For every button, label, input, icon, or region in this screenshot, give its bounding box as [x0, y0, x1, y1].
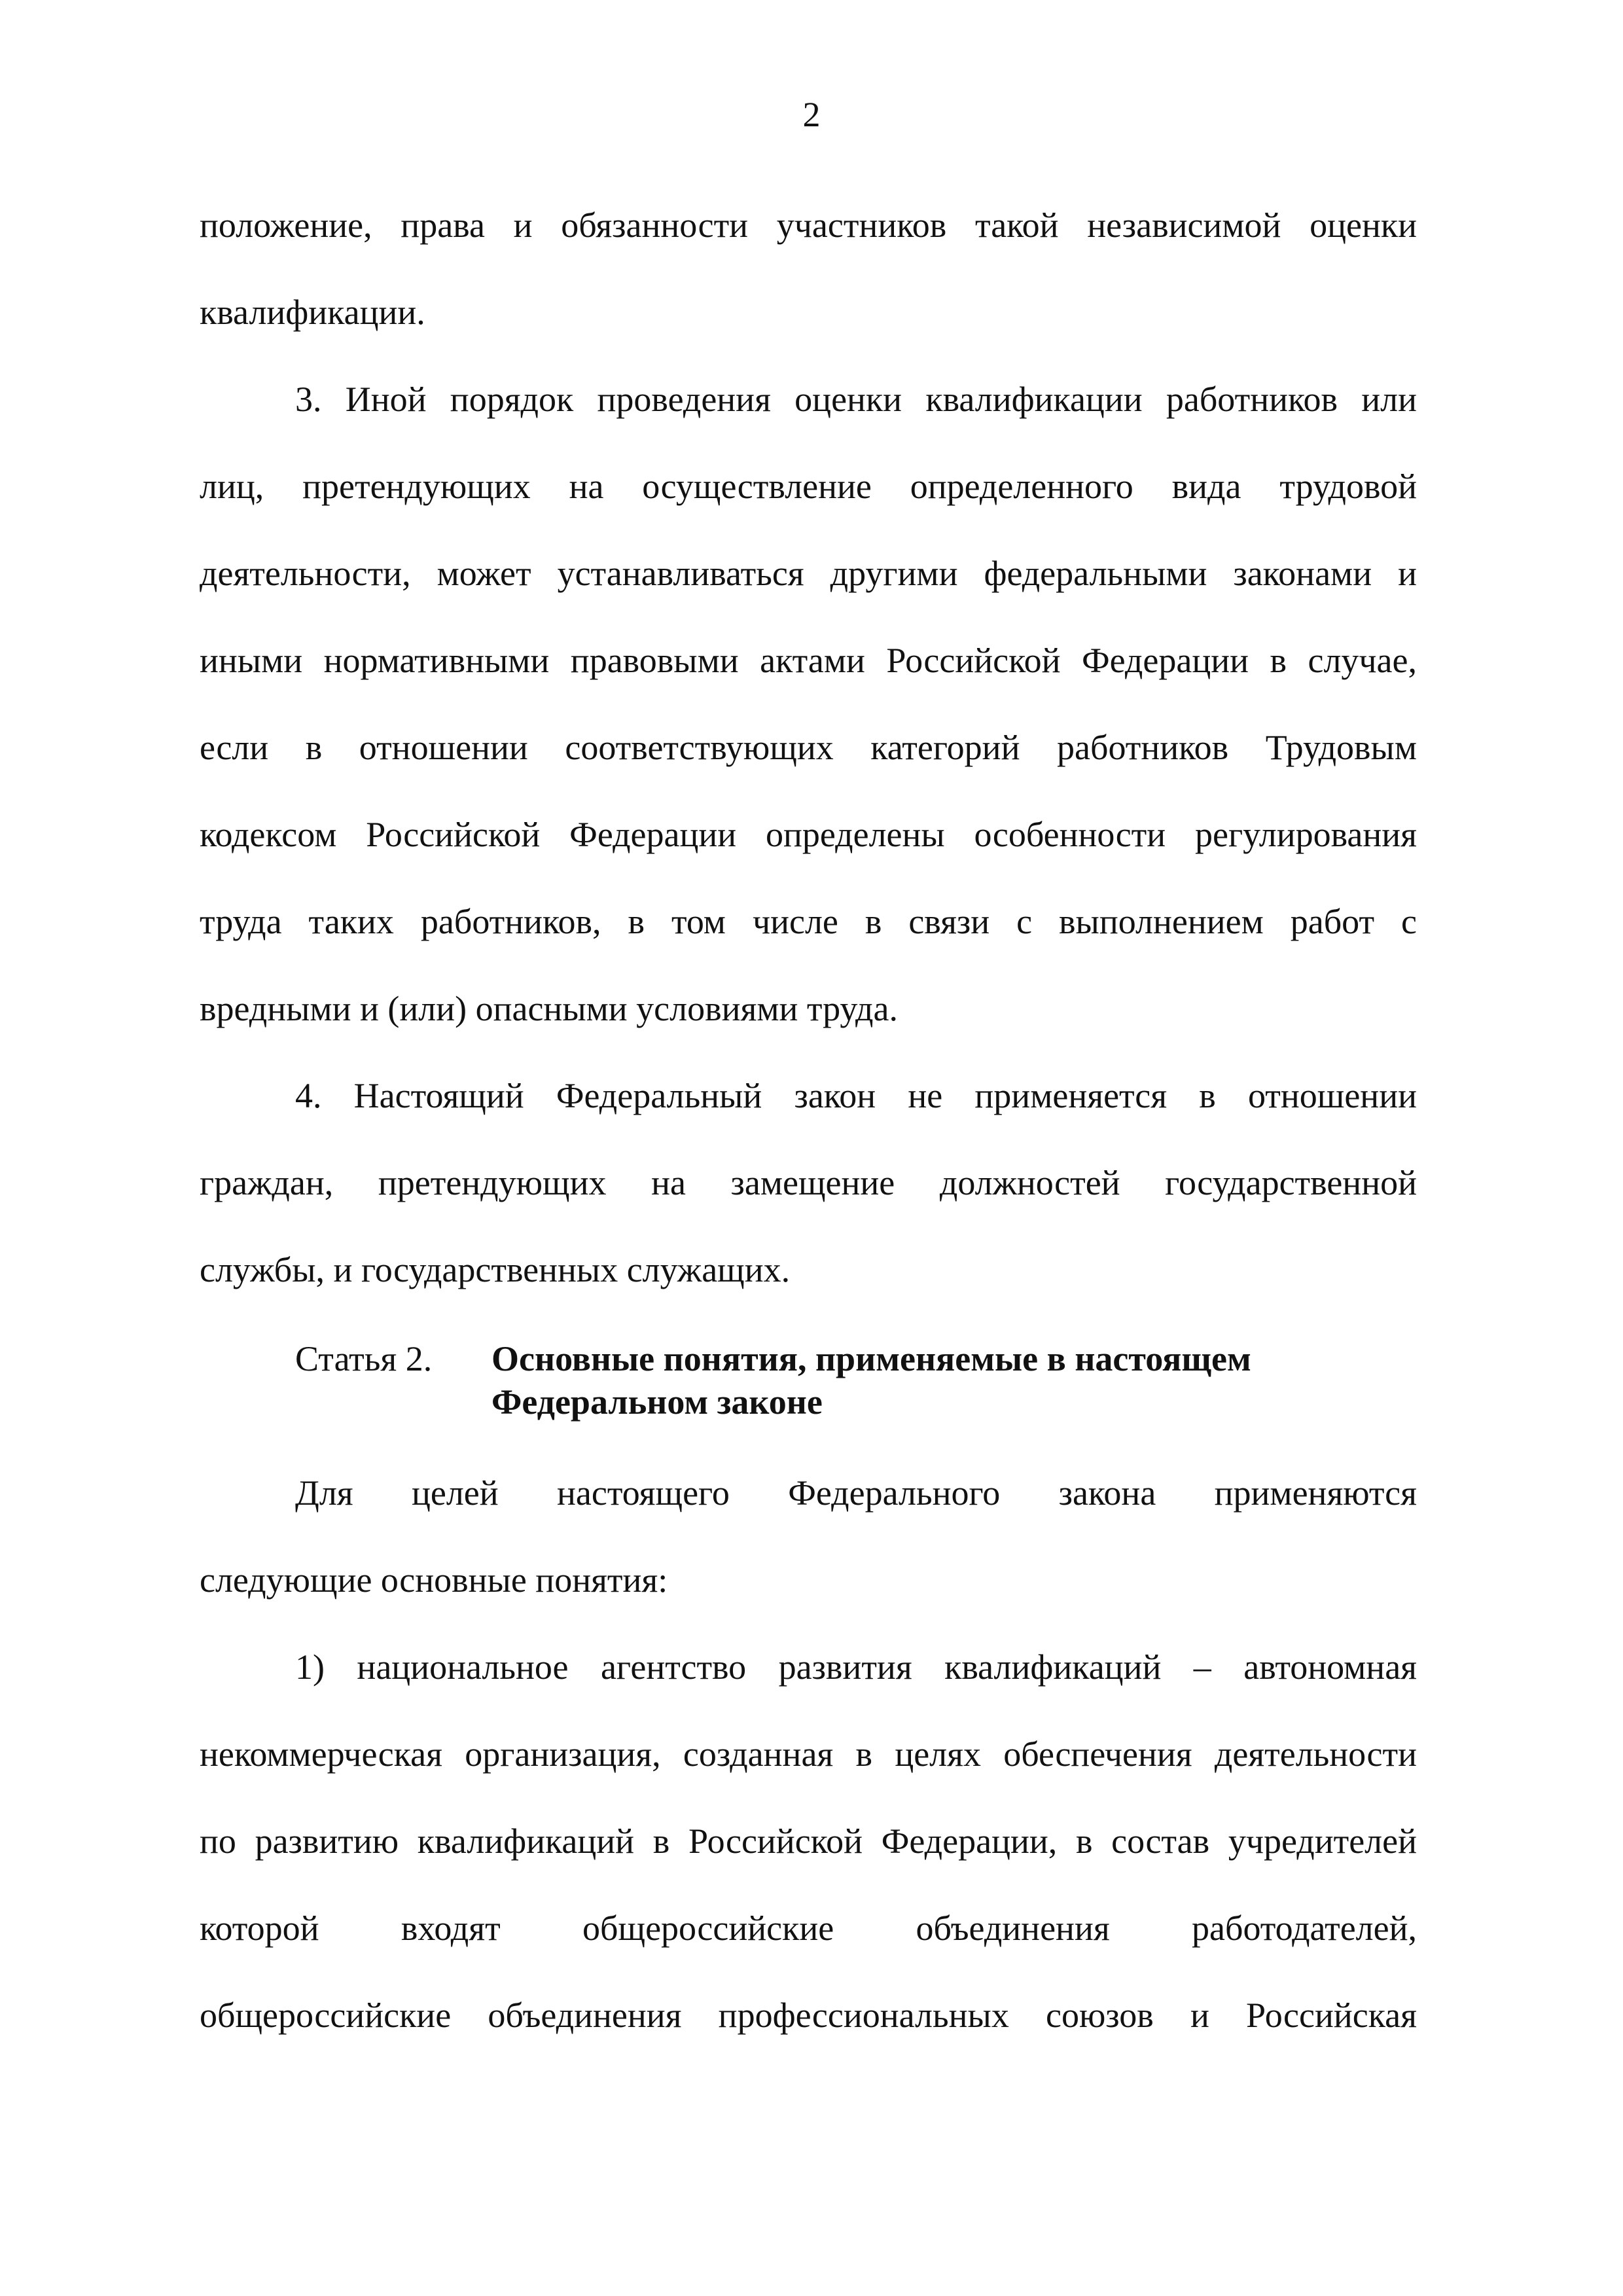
- text-line: 3. Иной порядок проведения оценки квалификации работников или: [295, 380, 1417, 419]
- definition-item-1: [200, 1624, 1417, 2059]
- article-number: Статья 2.: [295, 1339, 433, 1378]
- text-line: по развитию квалификаций в Российской Федерации, в состав учредителей: [200, 1821, 1417, 1861]
- text-line: вредными и (или) опасными условиями труда.: [200, 989, 898, 1028]
- paragraph-intro: [200, 1450, 1417, 1624]
- article-heading: [200, 1337, 1417, 1424]
- page-number: 2: [802, 95, 821, 134]
- text-line: труда таких работников, в том числе в связи с выполнением работ с: [200, 902, 1417, 941]
- text-line: граждан, претендующих на замещение должностей государственной: [200, 1163, 1417, 1202]
- text-line: лиц, претендующих на осуществление определенного вида трудовой: [200, 467, 1417, 506]
- paragraph-continuation: [200, 182, 1417, 356]
- text-line: кодексом Российской Федерации определены особенности регулирования: [200, 815, 1417, 854]
- text-line: Для целей настоящего Федерального закона применяются: [295, 1473, 1417, 1513]
- article-title-line: Основные понятия, применяемые в настоящем: [491, 1339, 1251, 1378]
- paragraph-item-3: [200, 356, 1417, 1052]
- paragraph-item-4: [200, 1052, 1417, 1314]
- document-body: [200, 182, 1417, 2059]
- text-line: 4. Настоящий Федеральный закон не применяется в отношении: [295, 1076, 1417, 1115]
- text-line: некоммерческая организация, созданная в целях обеспечения деятельности: [200, 1734, 1417, 1774]
- text-line: положение, права и обязанности участников такой независимой оценки: [200, 206, 1417, 245]
- text-line: квалификации.: [200, 293, 425, 332]
- text-line: следующие основные понятия:: [200, 1560, 668, 1600]
- text-line: которой входят общероссийские объединения работодателей,: [200, 1909, 1417, 1948]
- text-line: службы, и государственных служащих.: [200, 1250, 791, 1289]
- text-line: деятельности, может устанавливаться другими федеральными законами и: [200, 554, 1417, 593]
- text-line: если в отношении соответствующих категорий работников Трудовым: [200, 728, 1417, 767]
- text-line: 1) национальное агентство развития квалификаций – автономная: [295, 1647, 1417, 1687]
- article-title: [491, 1337, 1417, 1424]
- article-title-line: Федеральном законе: [491, 1382, 823, 1422]
- text-line: иными нормативными правовыми актами Российской Федерации в случае,: [200, 641, 1417, 680]
- text-line: общероссийские объединения профессиональных союзов и Российская: [200, 1996, 1417, 2035]
